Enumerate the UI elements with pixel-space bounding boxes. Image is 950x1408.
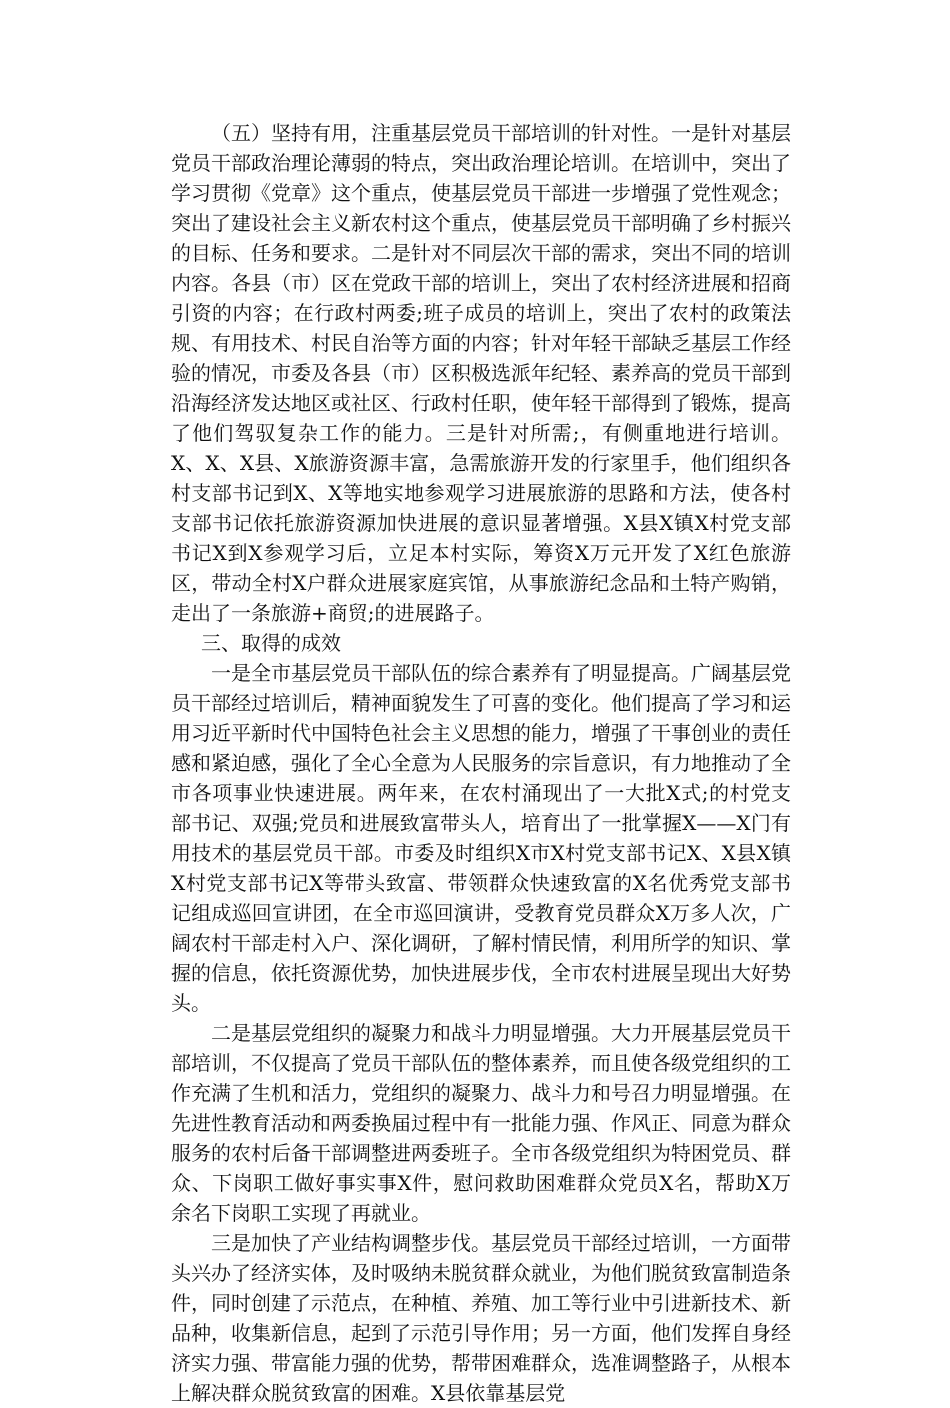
document-body [171, 118, 791, 1408]
paragraph-result-one: 一是全市基层党员干部队伍的综合素养有了明显提高。广阔基层党员干部经过培训后，精神面貌发生了可喜的变化。他们提高了学习和运用习近平新时代中国特色社会主义思想的能力，增强了干事创业的责任感和紧迫感，强化了全心全意为人民服务的宗旨意识，有力地推动了全市各项事业快速进展。两年来，在农村涌现出了一大批X式;的村党支部书记、双强;党员和进展致富带头人，培育出了一批掌握X——X门有用技术的基层党员干部。市委及时组织X市X村党支部书记X、X县X镇X村党支部书记X等带头致富、带领群众快速致富的X名优秀党支部书记组成巡回宣讲团，在全市巡回演讲，受教育党员群众X万多人次，广阔农村干部走村入户、深化调研，了解村情民情，利用所学的知识、掌握的信息，依托资源优势，加快进展步伐，全市农村进展呈现出大好势头。 [171, 661, 791, 1015]
paragraph-result-three: 三是加快了产业结构调整步伐。基层党员干部经过培训，一方面带头兴办了经济实体，及时吸纳未脱贫群众就业，为他们脱贫致富制造条件，同时创建了示范点，在种植、养殖、加工等行业中引进新技术、新品种，收集新信息，起到了示范引导作用；另一方面，他们发挥自身经济实力强、带富能力强的优势，帮带困难群众，选准调整路子，从根本上解决群众脱贫致富的困难。X县依靠基层党 [171, 1231, 791, 1405]
paragraph-result-two: 二是基层党组织的凝聚力和战斗力明显增强。大力开展基层党员干部培训，不仅提高了党员干部队伍的整体素养，而且使各级党组织的工作充满了生机和活力，党组织的凝聚力、战斗力和号召力明显增强。在先进性教育活动和两委换届过程中有一批能力强、作风正、同意为群众服务的农村后备干部调整进两委班子。全市各级党组织为特困党员、群众、下岗职工做好事实事X件，慰问救助困难群众党员X名，帮助X万余名下岗职工实现了再就业。 [171, 1021, 791, 1225]
paragraph-principle-five: （五）坚持有用，注重基层党员干部培训的针对性。一是针对基层党员干部政治理论薄弱的特点，突出政治理论培训。在培训中，突出了学习贯彻《党章》这个重点，使基层党员干部进一步增强了党性观念；突出了建设社会主义新农村这个重点，使基层党员干部明确了乡村振兴的目标、任务和要求。二是针对不同层次干部的需求，突出不同的培训内容。各县（市）区在党政干部的培训上，突出了农村经济进展和招商引资的内容；在行政村两委;班子成员的培训上，突出了农村的政策法规、有用技术、村民自治等方面的内容；针对年轻干部缺乏基层工作经验的情况，市委及各县（市）区积极选派年纪轻、素养高的党员干部到沿海经济发达地区或社区、行政村任职，使年轻干部得到了锻炼，提高了他们驾驭复杂工作的能力。三是针对所需;，有侧重地进行培训。X、X、X县、X旅游资源丰富，急需旅游开发的行家里手，他们组织各村支部书记到X、X等地实地参观学习进展旅游的思路和方法，使各村支部书记依托旅游资源加快进展的意识显著增强。X县X镇X村党支部书记X到X参观学习后，立足本村实际，筹资X万元开发了X红色旅游区，带动全村X户群众进展家庭宾馆，从事旅游纪念品和土特产购销，走出了一条旅游+商贸;的进展路子。 [171, 121, 791, 625]
section-heading-results: 三、取得的成效 [201, 631, 341, 655]
